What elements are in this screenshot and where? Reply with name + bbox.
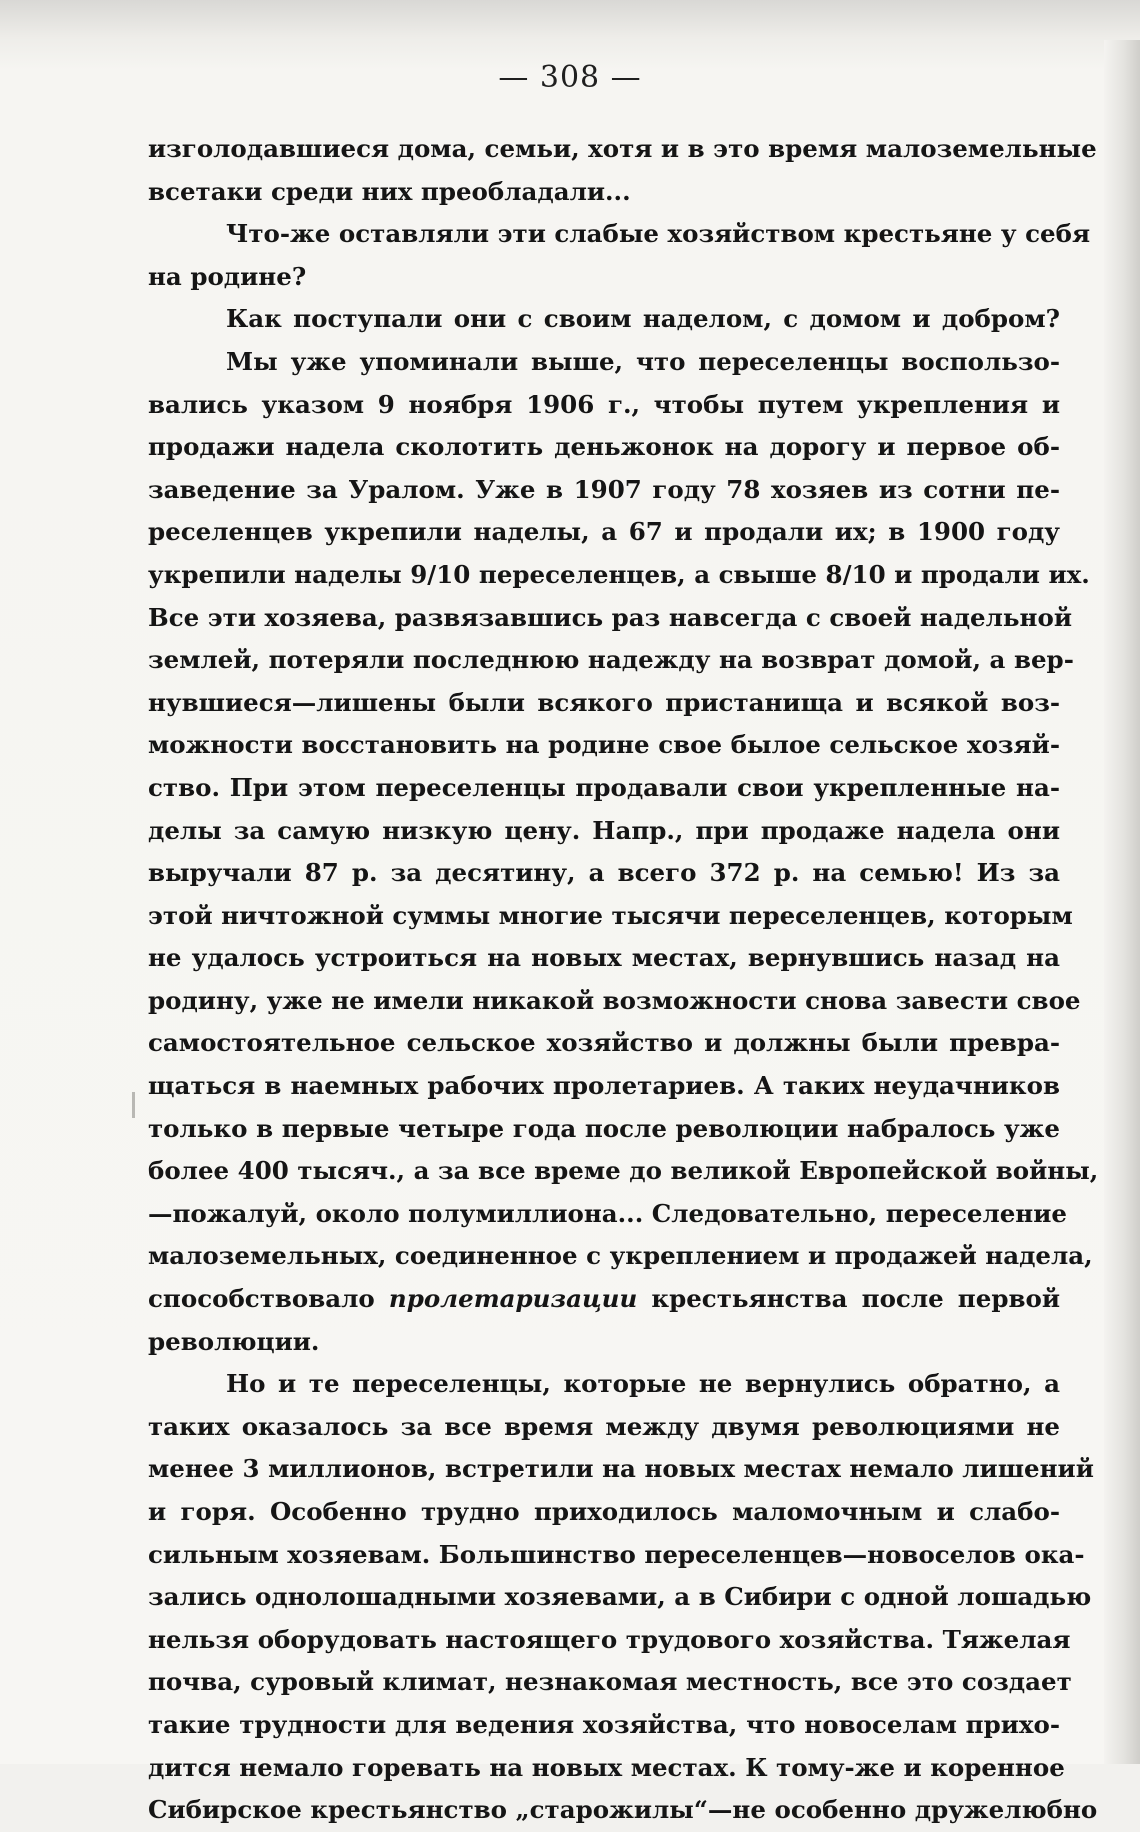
text-line: щаться в наемных рабочих пролетариев. А таких неудачников — [148, 1071, 1060, 1101]
text-line: родину, уже не имели никакой возможности снова завести свое — [148, 985, 1081, 1015]
text-line: продажи надела сколотить деньжонок на дорогу и первое об- — [148, 432, 1060, 462]
text-line: —пожалуй, около полумиллиона... Следовательно, переселение — [148, 1198, 1068, 1228]
text-line: дится немало горевать на новых местах. К тому-же и коренное — [148, 1752, 1065, 1782]
text-line: революции. — [148, 1326, 320, 1356]
text-line: этой ничтожной суммы многие тысячи переселенцев, которым — [148, 900, 1073, 930]
text-line: изголодавшиеся дома, семьи, хотя и в это время малоземельные — [148, 134, 1097, 163]
text-line: выручали 87 р. за десятину, а всего 372 р. на семью! Из за — [148, 858, 1060, 888]
text-line: зались однолошадными хозяевами, а в Сибири с одной лошадью — [148, 1582, 1092, 1612]
page-edge-shadow — [1104, 40, 1140, 1764]
text-line: менее 3 миллионов, встретили на новых местах немало лишений — [148, 1454, 1094, 1484]
text-line: сильным хозяевам. Большинство переселенцев—новоселов ока- — [148, 1539, 1085, 1569]
page-number: — 308 — — [498, 60, 642, 95]
scan-artifact — [132, 1092, 135, 1118]
text-line: укрепили наделы 9/10 переселенцев, а свыше 8/10 и продали их. — [148, 559, 1090, 589]
text-line: Мы уже упоминали выше, что переселенцы воспользо- — [226, 346, 1060, 376]
text-line: таких оказалось за все время между двумя революциями не — [148, 1411, 1060, 1441]
text-line: и горя. Особенно трудно приходилось маломочным и слабо- — [148, 1497, 1060, 1526]
text-line: более 400 тысяч., а за все време до великой Европейской войны, — [148, 1156, 1099, 1186]
text-line: нельзя оборудовать настоящего трудового хозяйства. Тяжелая — [148, 1624, 1071, 1654]
text-line: вались указом 9 ноября 1906 г., чтобы путем укрепления и — [148, 389, 1060, 419]
text-line: способствовало пролетаризации крестьянства после первой — [148, 1284, 1060, 1314]
text-line: почва, суровый климат, незнакомая местность, все это создает — [148, 1667, 1072, 1697]
text-line: самостоятельное сельское хозяйство и должны были превра- — [148, 1028, 1060, 1058]
body-text — [148, 128, 1099, 1832]
text-line: заведение за Уралом. Уже в 1907 году 78 хозяев из сотни пе- — [148, 474, 1060, 504]
text-line: Сибирское крестьянство „старожилы“—не особенно дружелюбно — [148, 1795, 1098, 1825]
text-line: Но и те переселенцы, которые не вернулись обратно, а — [226, 1369, 1060, 1399]
text-line: Что-же оставляли эти слабые хозяйством крестьяне у себя — [226, 219, 1091, 249]
text-line: не удалось устроиться на новых местах, вернувшись назад на — [148, 943, 1060, 973]
text-line: на родине? — [148, 261, 307, 291]
text-line: ство. При этом переселенцы продавали свои укрепленные на- — [148, 772, 1060, 802]
text-line: малоземельных, соединенное с укреплением и продажей надела, — [148, 1241, 1093, 1271]
text-line: реселенцев укрепили наделы, а 67 и продали их; в 1900 году — [148, 517, 1060, 547]
emphasized-word: пролетаризации — [388, 1284, 638, 1314]
text-line: такие трудности для ведения хозяйства, что новоселам прихо- — [148, 1709, 1060, 1739]
text-line: только в первые четыре года после революции набралось уже — [148, 1113, 1060, 1143]
text-line: всетаки среди них преобладали... — [148, 176, 631, 206]
text-line: делы за самую низкую цену. Напр., при продаже надела они — [148, 815, 1060, 845]
text-line: Все эти хозяева, развязавшись раз навсегда с своей надельной — [148, 602, 1072, 632]
text-line: землей, потеряли последнюю надежду на возврат домой, а вер- — [148, 645, 1074, 675]
text-line: можности восстановить на родине свое былое сельское хозяй- — [148, 730, 1060, 760]
text-line: Как поступали они с своим наделом, с домом и добром? — [226, 304, 1060, 334]
text-line: нувшиеся—лишены были всякого пристанища и всякой воз- — [148, 687, 1060, 717]
